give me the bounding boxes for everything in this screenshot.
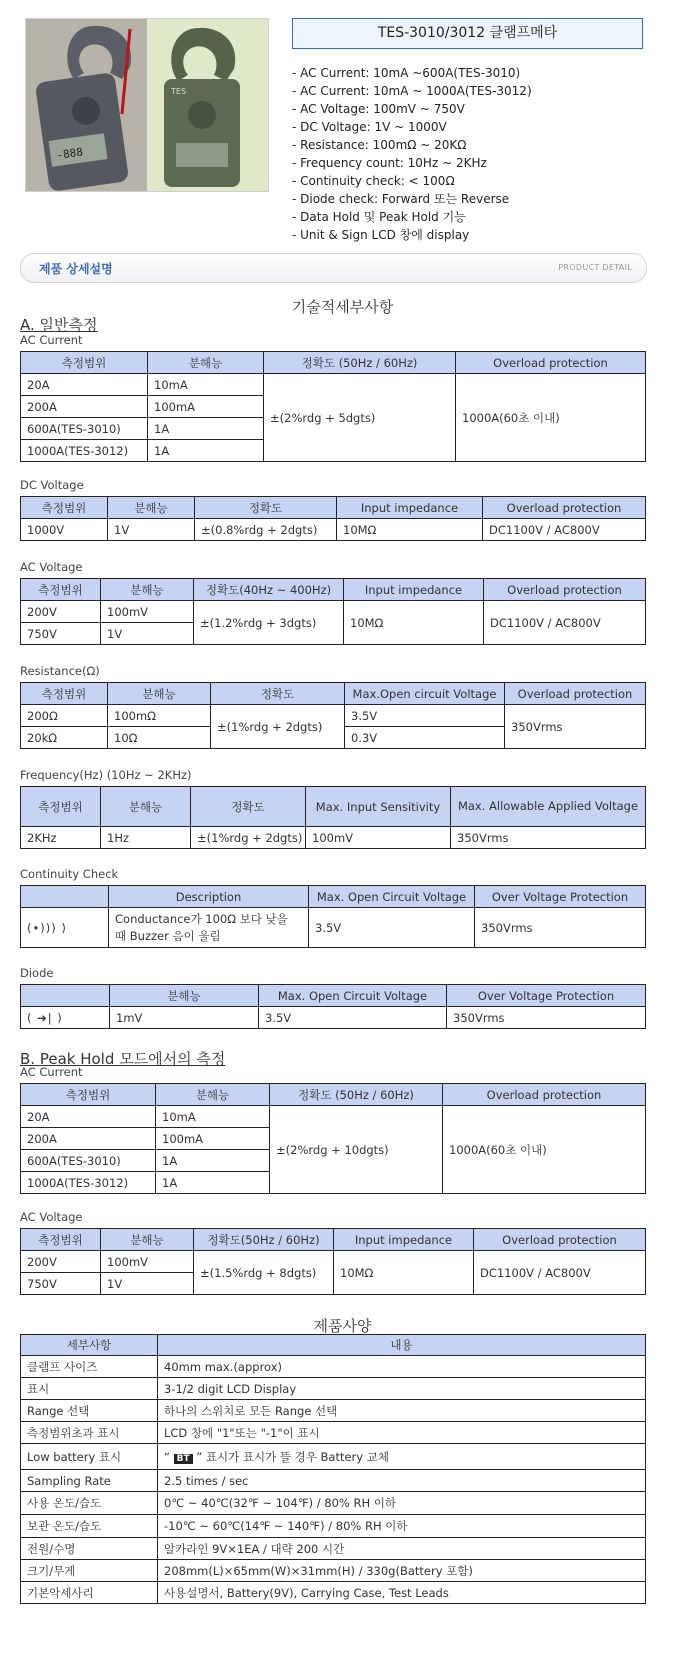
dc-voltage-table xyxy=(20,496,646,541)
table-header: Input impedance xyxy=(344,579,484,601)
product-photo xyxy=(25,18,269,192)
table-header: Overload protection xyxy=(505,683,646,705)
table-cell: 20A xyxy=(21,374,148,396)
table-header: 정확도(50Hz / 60Hz) xyxy=(194,1229,334,1251)
detail-label: 제품 상세설명 xyxy=(39,262,113,276)
spec-item: - Continuity check: < 100Ω xyxy=(292,174,455,188)
spec-value: “ BT ” 표시가 표시가 뜰 경우 Battery 교체 xyxy=(158,1444,646,1470)
table-header: Max. Open Circuit Voltage xyxy=(259,985,447,1007)
svg-text:-888: -888 xyxy=(55,145,84,162)
ac-current-peak-label: AC Current xyxy=(20,1065,83,1079)
spec-value: 40mm max.(approx) xyxy=(158,1356,646,1378)
table-header: Overload protection xyxy=(483,497,646,519)
spec-value: 0℃ ~ 40℃(32℉ ~ 104℉) / 80% RH 이하 xyxy=(158,1492,646,1515)
table-header: Max. Open Circuit Voltage xyxy=(309,886,475,908)
table-header: 정확도 xyxy=(195,497,337,519)
spec-item: - AC Current: 10mA ~600A(TES-3010) xyxy=(292,66,521,80)
table-cell: DC1100V / AC800V xyxy=(484,601,646,645)
table-header: Input impedance xyxy=(334,1229,474,1251)
table-header: Max. Input Sensitivity xyxy=(306,787,451,827)
table-header: Max. Allowable Applied Voltage xyxy=(451,787,646,827)
spec-item: - AC Voltage: 100mV ~ 750V xyxy=(292,102,465,116)
product-title: TES-3010/3012 클램프메타 xyxy=(292,18,643,49)
spec-item: - DC Voltage: 1V ~ 1000V xyxy=(292,120,447,134)
continuity-label: Continuity Check xyxy=(20,867,119,881)
product-spec-list xyxy=(292,64,652,244)
table-header: 분해능 xyxy=(108,683,211,705)
table-header: Overload protection xyxy=(484,579,646,601)
spec-table xyxy=(20,1334,646,1604)
table-cell: 350Vrms xyxy=(447,1007,646,1029)
spec-key: 클램프 사이즈 xyxy=(21,1356,158,1378)
spec-key: 보관 온도/습도 xyxy=(21,1515,158,1538)
table-cell: 2KHz xyxy=(21,827,101,849)
table-cell: 100mV xyxy=(101,601,194,623)
table-cell: ±(1%rdg + 2dgts) xyxy=(211,705,345,749)
spec-value: LCD 창에 "1"또는 "-1"이 표시 xyxy=(158,1422,646,1444)
table-header: 분해능 xyxy=(110,985,259,1007)
table-cell: 100mA xyxy=(156,1128,270,1150)
table-cell: 600A(TES-3010) xyxy=(21,1150,156,1172)
table-header: Description xyxy=(109,886,309,908)
table-header: 세부사항 xyxy=(21,1335,158,1356)
table-cell: 1000A(TES-3012) xyxy=(21,440,148,462)
table-header xyxy=(21,886,109,908)
table-header: 내용 xyxy=(158,1335,646,1356)
table-cell: 200A xyxy=(21,1128,156,1150)
ac-voltage-table xyxy=(20,578,646,645)
table-header: 분해능 xyxy=(148,352,264,374)
frequency-label: Frequency(Hz) (10Hz ~ 2KHz) xyxy=(20,768,192,782)
table-cell: 1A xyxy=(156,1150,270,1172)
table-cell: 10mA xyxy=(148,374,264,396)
table-cell: ±(0.8%rdg + 2dgts) xyxy=(195,519,337,541)
table-cell: 1000A(60초 이내) xyxy=(456,374,646,462)
table-header: 정확도 xyxy=(211,683,345,705)
spec-key: Low battery 표시 xyxy=(21,1444,158,1470)
table-header xyxy=(21,985,110,1007)
table-cell: 20kΩ xyxy=(21,727,108,749)
spec-key: 크기/무게 xyxy=(21,1560,158,1582)
table-cell: 10MΩ xyxy=(337,519,483,541)
table-cell: 350Vrms xyxy=(505,705,646,749)
spec-item: - AC Current: 10mA ~ 1000A(TES-3012) xyxy=(292,84,532,98)
diode-label: Diode xyxy=(20,966,54,980)
spec-value: 하나의 스위치로 모든 Range 선택 xyxy=(158,1400,646,1422)
table-cell: 350Vrms xyxy=(475,908,646,948)
table-header: Input impedance xyxy=(337,497,483,519)
table-cell: 10MΩ xyxy=(334,1251,474,1295)
table-header: Over Voltage Protection xyxy=(447,985,646,1007)
table-header: 측정범위 xyxy=(21,579,101,601)
spec-item: - Diode check: Forward 또는 Reverse xyxy=(292,192,510,206)
table-header: 측정범위 xyxy=(21,787,101,827)
table-cell: 1V xyxy=(101,1273,194,1295)
table-header: Overload protection xyxy=(443,1084,646,1106)
table-cell: ±(1.5%rdg + 8dgts) xyxy=(194,1251,334,1295)
table-cell: ±(2%rdg + 5dgts) xyxy=(264,374,456,462)
resistance-table xyxy=(20,682,646,749)
section-a-title: A. 일반측정 xyxy=(20,316,98,334)
spec-value: 사용설명서, Battery(9V), Carrying Case, Test Leads xyxy=(158,1582,646,1604)
table-cell: 200V xyxy=(21,1251,101,1273)
table-cell: 0.3V xyxy=(345,727,505,749)
spec-key: Sampling Rate xyxy=(21,1470,158,1492)
table-cell: ±(1.2%rdg + 3dgts) xyxy=(194,601,344,645)
continuity-table xyxy=(20,885,646,948)
table-cell: DC1100V / AC800V xyxy=(483,519,646,541)
table-cell: 100mA xyxy=(148,396,264,418)
ac-current-peak-table xyxy=(20,1083,646,1194)
table-header: 분해능 xyxy=(108,497,195,519)
table-cell: 1mV xyxy=(110,1007,259,1029)
spec-title: 제품사양 xyxy=(313,1317,372,1335)
table-cell: ±(1%rdg + 2dgts) xyxy=(191,827,306,849)
table-header: 정확도(40Hz ~ 400Hz) xyxy=(194,579,344,601)
table-cell: 200V xyxy=(21,601,101,623)
table-cell: 750V xyxy=(21,623,101,645)
spec-item: - Frequency count: 10Hz ~ 2KHz xyxy=(292,156,487,170)
table-cell: Conductance가 100Ω 보다 낮을 때 Buzzer 음이 울림 xyxy=(109,908,309,948)
table-cell: 3.5V xyxy=(345,705,505,727)
table-cell: 3.5V xyxy=(309,908,475,948)
table-cell: 600A(TES-3010) xyxy=(21,418,148,440)
table-cell: 1A xyxy=(148,440,264,462)
table-cell: 100mV xyxy=(306,827,451,849)
table-header: Max.Open circuit Voltage xyxy=(345,683,505,705)
spec-value: 알카라인 9V×1EA / 대략 200 시간 xyxy=(158,1538,646,1560)
dc-voltage-label: DC Voltage xyxy=(20,478,84,492)
tech-title: 기술적세부사항 xyxy=(291,298,394,316)
brand-logo: TES xyxy=(171,87,187,96)
table-header: 측정범위 xyxy=(21,1084,156,1106)
buzzer-icon: (•))) ) xyxy=(21,908,109,948)
spec-value: 2.5 times / sec xyxy=(158,1470,646,1492)
spec-value: 208mm(L)×65mm(W)×31mm(H) / 330g(Battery 포함) xyxy=(158,1560,646,1582)
table-header: 측정범위 xyxy=(21,352,148,374)
table-header: 분해능 xyxy=(101,579,194,601)
table-cell: 350Vrms xyxy=(451,827,646,849)
table-cell: 1000V xyxy=(21,519,108,541)
table-cell: DC1100V / AC800V xyxy=(474,1251,646,1295)
table-header: 정확도 (50Hz / 60Hz) xyxy=(264,352,456,374)
table-header: 측정범위 xyxy=(21,1229,101,1251)
product-detail-bar xyxy=(20,253,647,283)
spec-key: 표시 xyxy=(21,1378,158,1400)
spec-key: Range 선택 xyxy=(21,1400,158,1422)
ac-voltage-peak-table xyxy=(20,1228,646,1295)
table-header: 분해능 xyxy=(156,1084,270,1106)
spec-item: - Unit & Sign LCD 창에 display xyxy=(292,228,470,242)
table-cell: 100mV xyxy=(101,1251,194,1273)
table-header: 측정범위 xyxy=(21,683,108,705)
spec-key: 전원/수명 xyxy=(21,1538,158,1560)
table-cell: 3.5V xyxy=(259,1007,447,1029)
table-cell: 1000A(TES-3012) xyxy=(21,1172,156,1194)
ac-current-table xyxy=(20,351,646,462)
diode-icon: ( ➔| ) xyxy=(21,1007,110,1029)
ac-current-label: AC Current xyxy=(20,333,83,347)
diode-table xyxy=(20,984,646,1029)
spec-key: 사용 온도/습도 xyxy=(21,1492,158,1515)
table-cell: 1A xyxy=(156,1172,270,1194)
table-cell: 200Ω xyxy=(21,705,108,727)
table-header: 분해능 xyxy=(101,787,191,827)
table-cell: 1V xyxy=(108,519,195,541)
table-cell: 1A xyxy=(148,418,264,440)
battery-icon: BT xyxy=(174,1454,193,1464)
ac-voltage-peak-label: AC Voltage xyxy=(20,1210,83,1224)
spec-value: -10℃ ~ 60℃(14℉ ~ 140℉) / 80% RH 이하 xyxy=(158,1515,646,1538)
table-cell: 10mA xyxy=(156,1106,270,1128)
table-cell: 100mΩ xyxy=(108,705,211,727)
table-header: Overload protection xyxy=(474,1229,646,1251)
spec-item: - Data Hold 및 Peak Hold 기능 xyxy=(292,210,466,224)
table-header: 분해능 xyxy=(101,1229,194,1251)
table-header: 측정범위 xyxy=(21,497,108,519)
table-header: 정확도 xyxy=(191,787,306,827)
table-cell: ±(2%rdg + 10dgts) xyxy=(270,1106,443,1194)
battery-text: 표시가 표시가 뜰 경우 Battery 교체 xyxy=(202,1449,389,1464)
spec-key: 측정범위초과 표시 xyxy=(21,1422,158,1444)
table-cell: 20A xyxy=(21,1106,156,1128)
resistance-label: Resistance(Ω) xyxy=(20,664,100,678)
table-header: Overload protection xyxy=(456,352,646,374)
table-cell: 1000A(60초 이내) xyxy=(443,1106,646,1194)
spec-value: 3-1/2 digit LCD Display xyxy=(158,1378,646,1400)
table-cell: 10MΩ xyxy=(344,601,484,645)
table-cell: 10Ω xyxy=(108,727,211,749)
table-header: Over Voltage Protection xyxy=(475,886,646,908)
table-header: 정확도 (50Hz / 60Hz) xyxy=(270,1084,443,1106)
spec-item: - Resistance: 100mΩ ~ 20KΩ xyxy=(292,138,467,152)
detail-label-en: PRODUCT DETAIL xyxy=(558,263,632,272)
table-cell: 1Hz xyxy=(101,827,191,849)
spec-key: 기본악세사리 xyxy=(21,1582,158,1604)
frequency-table xyxy=(20,786,646,849)
ac-voltage-label: AC Voltage xyxy=(20,560,83,574)
table-cell: 1V xyxy=(101,623,194,645)
table-cell: 750V xyxy=(21,1273,101,1295)
section-b-title: B. Peak Hold 모드에서의 측정 xyxy=(20,1050,226,1068)
table-cell: 200A xyxy=(21,396,148,418)
